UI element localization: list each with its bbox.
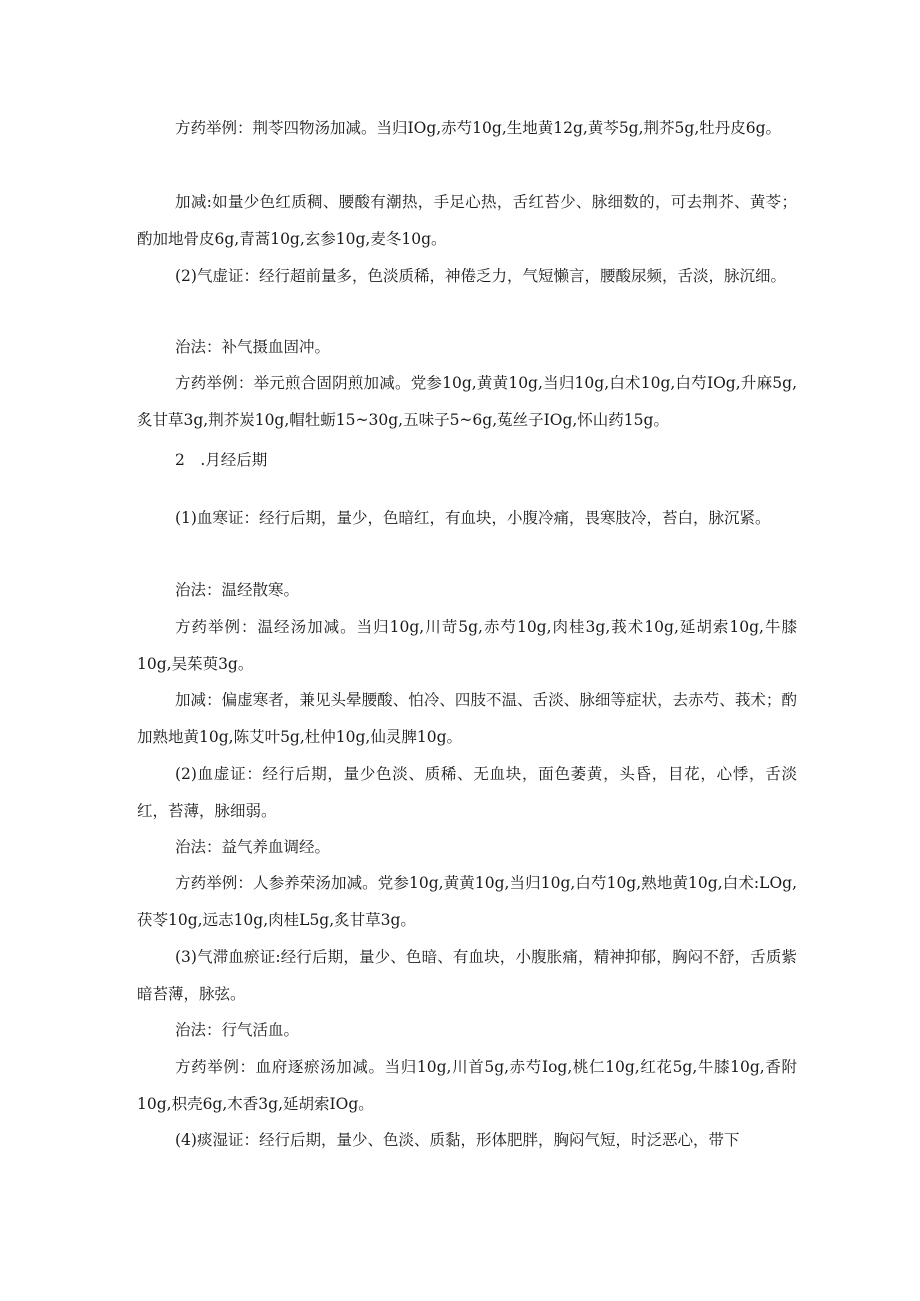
paragraph: 加减:如量少色红质稠、腰酸有潮热，手足心热，舌红苔少、脉细数的，可去荆芥、黄苓；酌加地骨皮6g,青蒿10g,玄参10g,麦冬10g。 <box>137 193 797 248</box>
paragraph: 加减：偏虚寒者，兼见头晕腰酸、怕冷、四肢不温、舌淡、脉细等症状，去赤芍、莪术；酌加熟地黄10g,陈艾叶5g,杜仲10g,仙灵脾10g。 <box>137 691 797 746</box>
paragraph: 方药举例：温经汤加减。当归10g,川苛5g,赤芍10g,肉桂3g,莪术10g,延胡索10g,牛膝10g,吴茱萸3g。 <box>137 618 797 673</box>
paragraph: (2)血虚证：经行后期，量少色淡、质稀、无血块，面色萎黄，头昏，目花，心悸，舌淡红，苔薄，脉细弱。 <box>137 765 797 820</box>
paragraph: 方药举例：人参养荣汤加减。党参10g,黄黄10g,当归10g,白芍10g,熟地黄10g,白术:LOg,茯苓10g,远志10g,肉桂L5g,炙甘草3g。 <box>137 874 797 929</box>
paragraph: 治法：行气活血。 <box>175 1021 300 1039</box>
paragraph: 方药举例：荆苓四物汤加减。当归IOg,赤芍10g,生地黄12g,黄芩5g,荆芥5g,牡丹皮6g。 <box>175 119 782 137</box>
paragraph: 治法：益气养血调经。 <box>175 838 331 856</box>
paragraph: 方药举例：血府逐瘀汤加减。当归10g,川首5g,赤芍Iog,桃仁10g,红花5g,牛膝10g,香附10g,枳壳6g,木香3g,延胡索IOg。 <box>137 1058 797 1113</box>
paragraph: 治法：温经散寒。 <box>175 581 300 599</box>
paragraph: (2)气虚证：经行超前量多，色淡质稀，神倦乏力，气短懒言，腰酸尿频，舌淡，脉沉细。 <box>175 267 786 285</box>
paragraph: (3)气滞血瘀证:经行后期，量少、色暗、有血块，小腹胀痛，精神抑郁，胸闷不舒，舌质紫暗苔薄，脉弦。 <box>137 948 797 1003</box>
paragraph: 治法：补气摄血固冲。 <box>175 338 331 356</box>
paragraph: (4)痰湿证：经行后期，量少、色淡、质黏，形体肥胖，胸闷气短，时泛恶心，带下 <box>175 1131 740 1149</box>
paragraph: 方药举例：举元煎合固阴煎加减。党参10g,黄黄10g,当归10g,白术10g,白芍IOg,升麻5g,炙甘草3g,荆芥炭10g,帽牡蛎15~30g,五味子5~6g,菟丝子IOg,怀山药15g。 <box>137 374 797 429</box>
section-heading: 2 .月经后期 <box>175 451 268 469</box>
paragraph: (1)血寒证：经行后期，量少，色暗红，有血块，小腹冷痛，畏寒肢冷，苔白，脉沉紧。 <box>175 509 771 527</box>
